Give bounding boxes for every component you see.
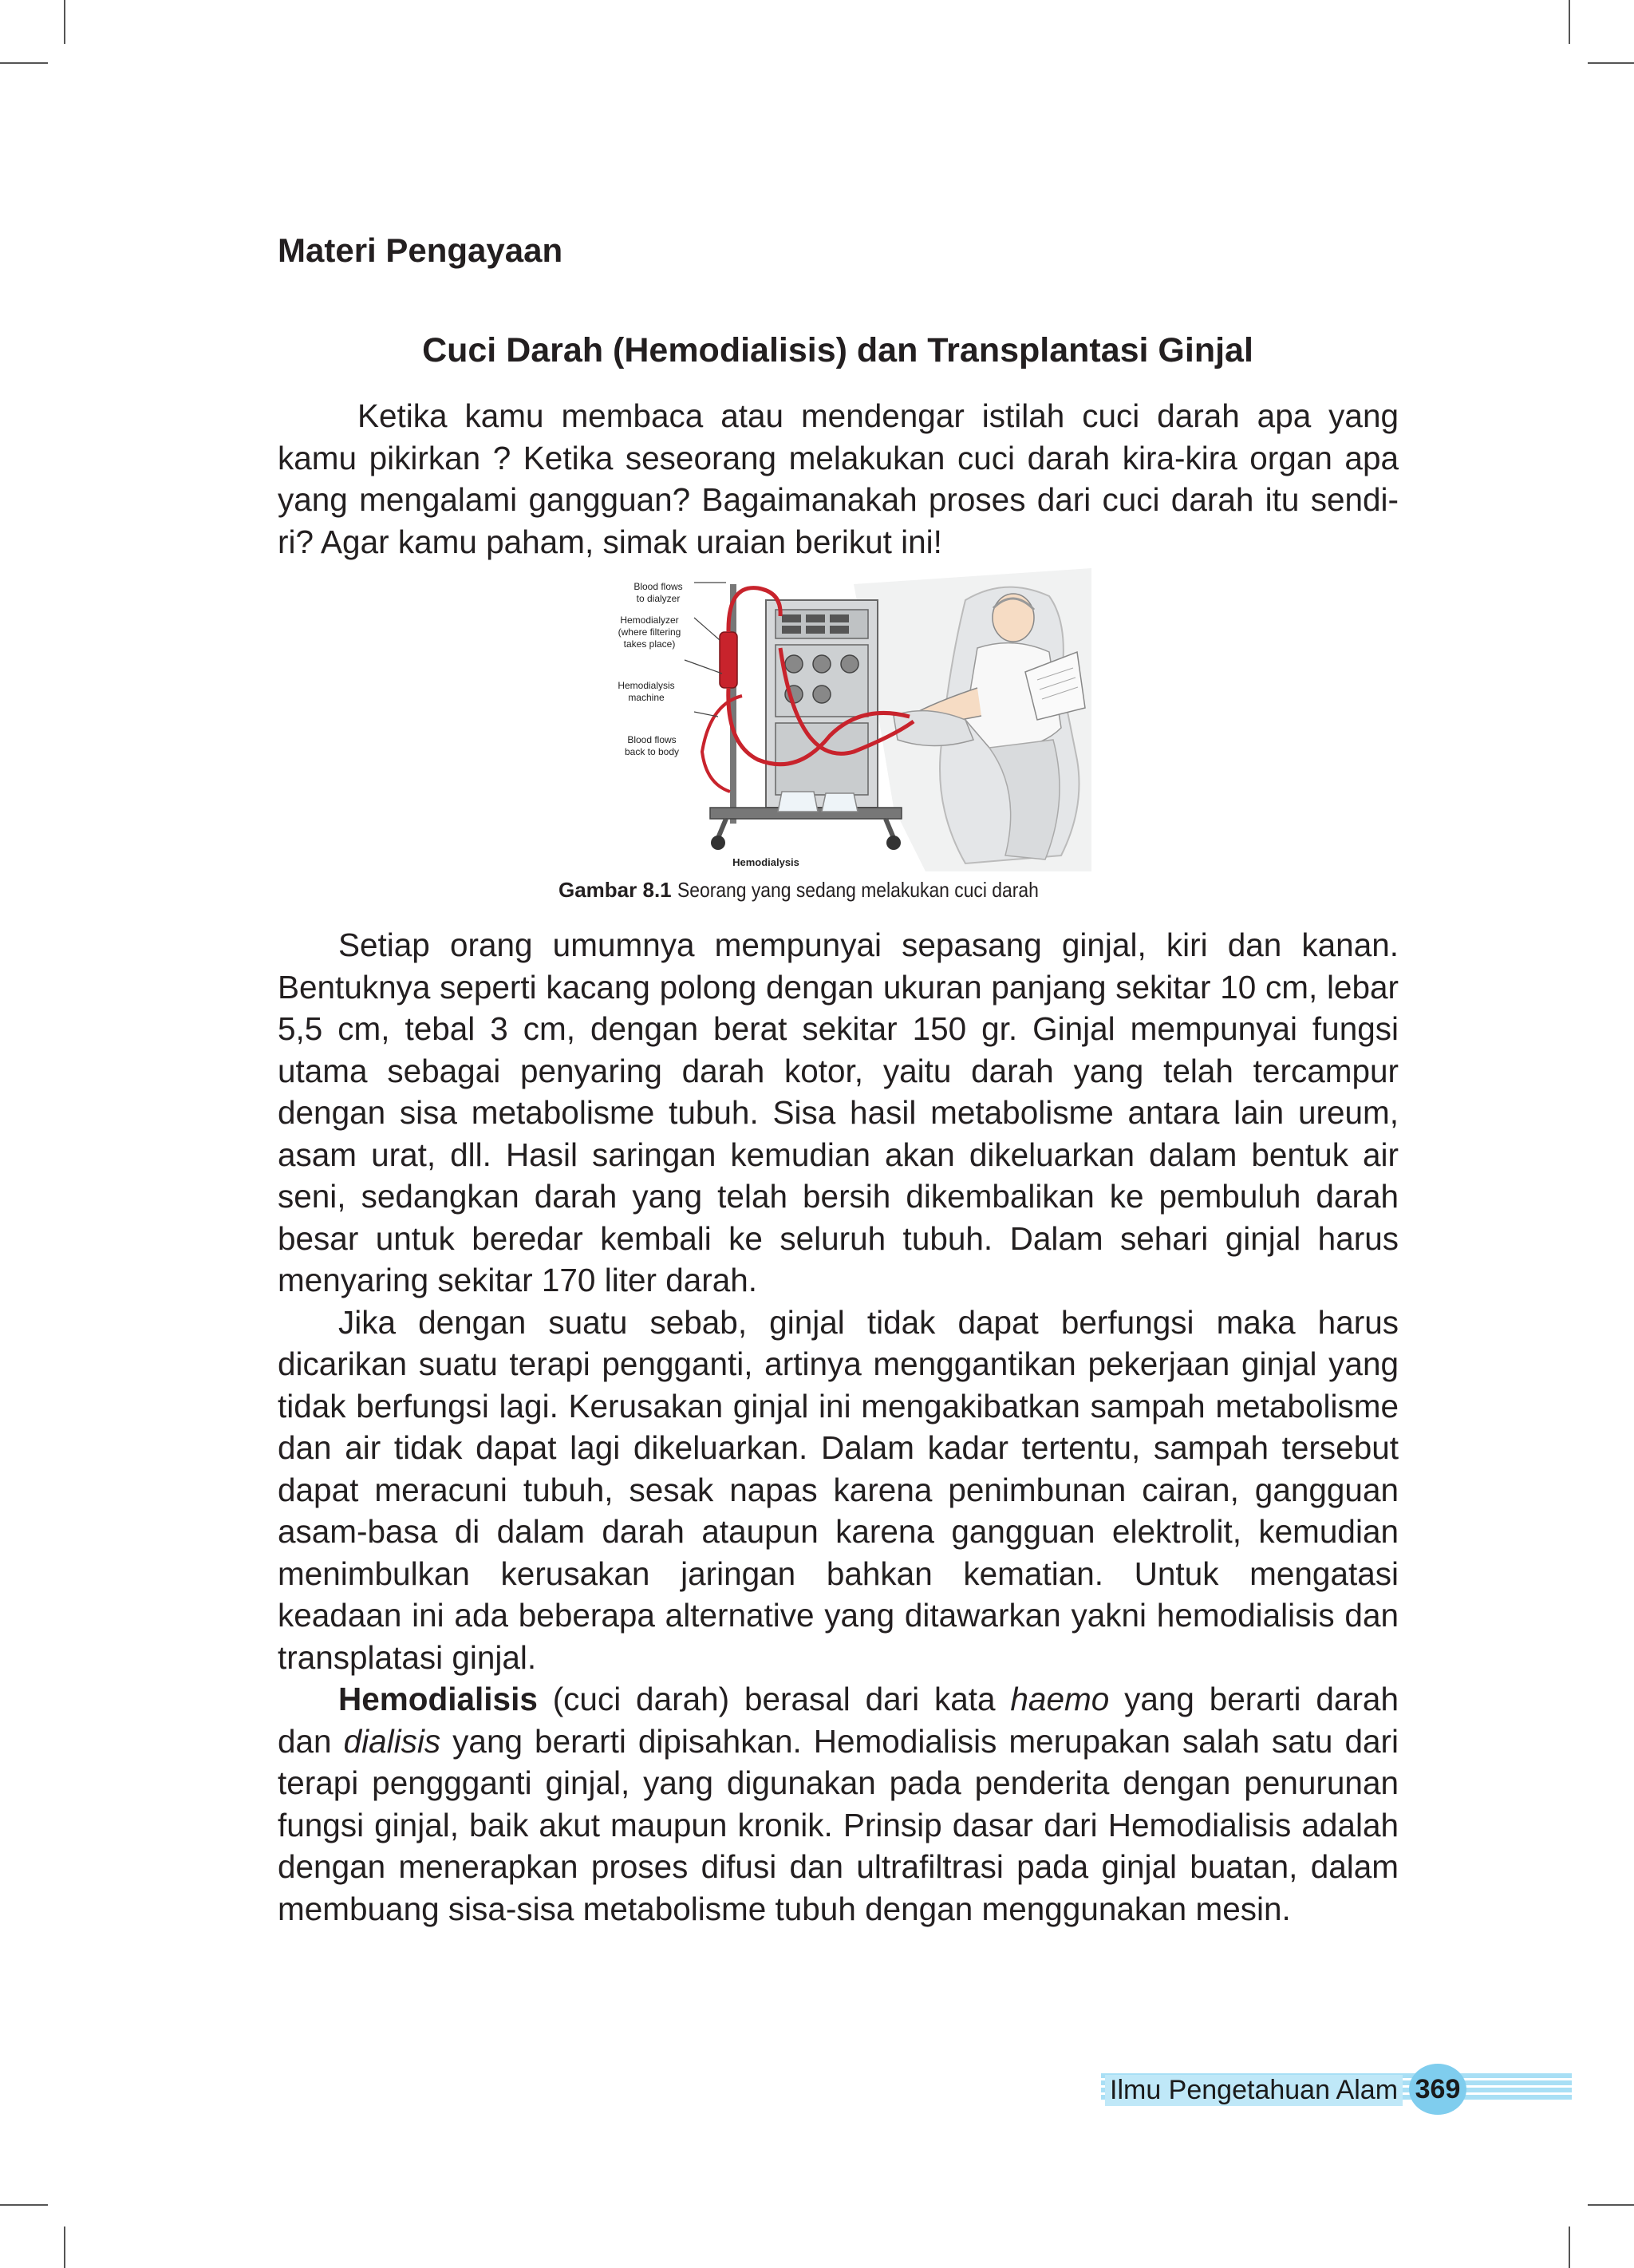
figure-title: Hemodialysis (732, 856, 799, 868)
label-blood-to-dialyzer: Blood flows to dialyzer (633, 581, 683, 604)
paragraph-kidney-failure: Jika dengan suatu sebab, ginjal tidak dapat berfungsi maka harus dicarikan suatu terapi pengganti, artinya menggantikan pekerjaan ginjal yang tidak berfungsi lagi. Kerusakan ginjal ini mengakibatkan sampah metabolisme dan air tidak dapat lagi dikeluarkan. Dalam kadar tertentu, sampah tersebut dapat meracuni tubuh, sesak napas karena penimbunan cairan, gangguan asam-basa di dalam darah ataupun karena gangguan elektrolit, kemudian menimbulkan kerusakan jaringan bahkan kematian. Untuk mengatasi keadaan ini ada beberapa alternative yang ditawarkan yakni hemodialisis dan transplatasi ginjal. (278, 1303, 1399, 1676)
label-hemodialyzer: Hemodialyzer (where filtering takes place) (618, 614, 681, 650)
crop-mark-bottom-left-h (0, 2204, 48, 2206)
crop-mark-top-right-h (1588, 62, 1634, 64)
term-haemo: haemo (1010, 1681, 1110, 1717)
caption-text: Seorang yang sedang melakukan cuci darah (677, 878, 1039, 902)
crop-mark-top-right-v (1569, 0, 1570, 44)
footer-book-title: Ilmu Pengetahuan Alam (1105, 2075, 1403, 2106)
section-heading: Materi Pengayaan (278, 231, 563, 269)
crop-mark-top-left-h (0, 62, 48, 64)
article-title: Cuci Darah (Hemodialisis) dan Transplantasi Ginjal (422, 331, 1253, 369)
intro-paragraph: Ketika kamu membaca atau mendengar istilah cuci darah apa yang kamu pikirkan ? Ketika seseorang melakukan cuci darah kira-kira organ apa yang mengalami gangguan? Bagaimanakah proses dari cuci darah itu sendi-ri? Agar kamu paham, simak uraian berikut ini! (278, 397, 1399, 560)
paragraph-kidney-intro: Setiap orang umumnya mempunyai sepasang ginjal, kiri dan kanan. Bentuknya seperti kacang polong dengan ukuran panjang sekitar 10 cm, lebar 5,5 cm, tebal 3 cm, dengan berat sekitar 150 gr. Ginjal mempunyai fungsi utama sebagai penyaring darah kotor, yaitu darah yang telah tercampur dengan sisa metabolisme tubuh. Sisa hasil metabolisme antara lain ureum, asam urat, dll. Hasil saringan kemudian akan dikeluarkan dalam bentuk air seni, sedangkan darah yang telah bersih dikembalikan ke pembuluh darah besar untuk beredar kembali ke seluruh tubuh. Dalam sehari ginjal harus menyaring sekitar 170 liter darah. (278, 927, 1399, 1298)
term-dialisis: dialisis (343, 1722, 441, 1760)
main-body (278, 924, 1399, 1930)
label-blood-back-to-body: Blood flows back to body (624, 734, 680, 757)
page-number: 369 (1409, 2064, 1466, 2115)
crop-mark-bottom-left-v (64, 2227, 65, 2268)
label-hemodialysis-machine: Hemodialysis machine (618, 680, 675, 703)
hemodialysis-figure (590, 568, 1091, 871)
figure-caption (558, 878, 1087, 903)
caption-number: Gambar 8.1 (558, 878, 672, 902)
intro-block (278, 395, 1399, 563)
crop-mark-bottom-right-v (1569, 2227, 1570, 2268)
paragraph-hemodialysis: Hemodialisis (cuci darah) berasal dari kata haemo yang berarti darah dan dialisis yang berarti dipisahkan. Hemodialisis merupakan salah satu dari terapi penggganti ginjal, yang digunakan pada penderita dengan penurunan fungsi ginjal, baik akut maupun kronik. Prinsip dasar dari Hemodialisis adalah dengan menerapkan proses difusi dan ultrafiltrasi pada ginjal buatan, dalam membuang sisa-sisa metabolisme tubuh dengan menggunakan mesin. (278, 1681, 1399, 1927)
term-hemodialisis: Hemodialisis (338, 1681, 538, 1717)
crop-mark-bottom-right-h (1588, 2204, 1634, 2206)
crop-mark-top-left-v (64, 0, 65, 44)
hemodialysis-illustration (590, 568, 1091, 871)
